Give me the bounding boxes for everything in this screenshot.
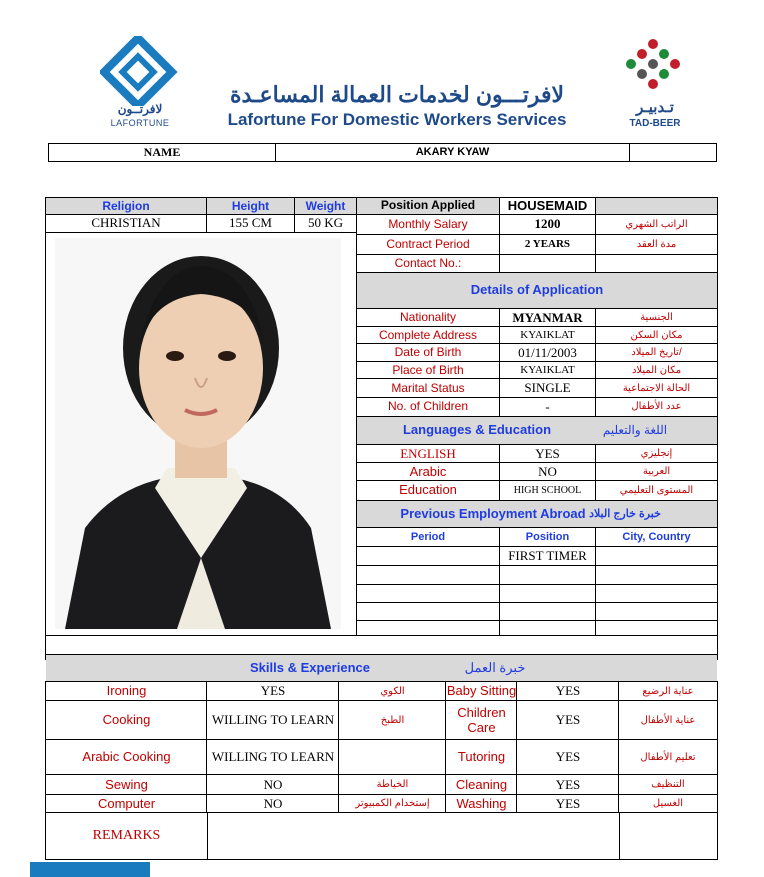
details-row-label: Place of Birth bbox=[392, 362, 464, 377]
height-label: Height bbox=[231, 198, 270, 213]
skill-label: Arabic Cooking bbox=[82, 749, 171, 765]
details-row-label: Nationality bbox=[399, 310, 457, 325]
skill-label: Children Care bbox=[457, 704, 506, 735]
contact-no-label: Contact No.: bbox=[394, 255, 462, 270]
dots-logo-icon bbox=[610, 38, 700, 98]
skill-label: Cooking bbox=[102, 712, 151, 728]
contact-no-value bbox=[500, 255, 595, 272]
details-row-value: KYAIKLAT bbox=[520, 364, 575, 377]
skill-value: WILLING TO LEARN bbox=[211, 712, 335, 728]
skill-arabic: تعليم الأطفال bbox=[640, 751, 696, 763]
previous-employment-title: Previous Employment Abroad bbox=[400, 505, 586, 521]
details-row-value: KYAIKLAT bbox=[520, 329, 575, 342]
skills-experience-arabic: خبرة العمل bbox=[464, 659, 526, 675]
weight-label: Weight bbox=[305, 198, 346, 213]
details-row-arabic: عدد الأطفال bbox=[631, 401, 682, 413]
person-portrait-icon bbox=[55, 238, 341, 629]
monthly-salary-arabic: الراتب الشهري bbox=[625, 218, 688, 230]
position-applied-label: Position Applied bbox=[380, 198, 476, 213]
skill-label: Tutoring bbox=[457, 749, 506, 765]
details-row-value: MYANMAR bbox=[512, 309, 583, 325]
remarks-field bbox=[207, 813, 208, 860]
skill-arabic: عناية الرضيع bbox=[642, 685, 694, 697]
skill-value: YES bbox=[260, 683, 286, 699]
skill-arabic: عناية الأطفال bbox=[640, 714, 696, 726]
skill-value: YES bbox=[555, 795, 581, 811]
lafortune-latin: LAFORTUNE bbox=[110, 118, 170, 128]
language-row-value: HIGH SCHOOL bbox=[513, 484, 582, 496]
period-column-header: Period bbox=[410, 530, 446, 543]
skill-value: WILLING TO LEARN bbox=[211, 749, 335, 765]
skill-arabic: الطبخ bbox=[380, 714, 405, 726]
previous-employment-arabic: خبرة خارج البلاد bbox=[589, 507, 661, 520]
skill-arabic: إستخدام الكمبيوتر bbox=[355, 798, 430, 810]
contract-period-arabic: مدة العقد bbox=[636, 238, 677, 250]
language-row-label: ENGLISH bbox=[400, 445, 456, 461]
details-row-value: - bbox=[545, 398, 550, 414]
details-row-value: SINGLE bbox=[524, 380, 571, 396]
applicant-photo bbox=[55, 238, 341, 629]
skill-label: Baby Sitting bbox=[446, 683, 517, 699]
contract-period-label: Contract Period bbox=[386, 236, 470, 251]
details-row-arabic: مكان السكن bbox=[630, 329, 683, 341]
skill-value: NO bbox=[263, 776, 283, 792]
name-row bbox=[48, 143, 717, 162]
skill-label: Computer bbox=[97, 795, 156, 811]
details-row-value: 01/11/2003 bbox=[518, 344, 577, 360]
city-country-column-header: City, Country bbox=[622, 530, 691, 543]
religion-label: Religion bbox=[102, 198, 150, 213]
weight-value: 50 KG bbox=[307, 215, 344, 231]
tadbeer-latin: TAD-BEER bbox=[629, 118, 681, 129]
details-row-label: Marital Status bbox=[391, 380, 465, 395]
skill-arabic: الغسيل bbox=[652, 798, 684, 810]
details-row-arabic: تاريخ الميلاد/ bbox=[631, 347, 682, 359]
details-row-label: Complete Address bbox=[378, 327, 478, 342]
details-row-label: Date of Birth bbox=[394, 345, 462, 360]
skill-value: YES bbox=[555, 749, 581, 765]
monthly-salary-label: Monthly Salary bbox=[388, 216, 468, 231]
skills-experience-title: Skills & Experience bbox=[250, 659, 370, 675]
skill-value: YES bbox=[555, 683, 581, 699]
monthly-salary-value: 1200 bbox=[534, 216, 561, 232]
details-row-arabic: مكان الميلاد bbox=[631, 364, 682, 376]
skill-arabic: الكوي bbox=[380, 685, 405, 697]
skill-label: Washing bbox=[456, 795, 507, 811]
skill-value: YES bbox=[555, 712, 581, 728]
footer-accent-bar bbox=[30, 862, 150, 877]
language-row-value: YES bbox=[535, 445, 560, 461]
skill-value: YES bbox=[555, 776, 581, 792]
skill-label: Cleaning bbox=[455, 776, 508, 792]
company-name-english: Lafortune For Domestic Workers Services bbox=[227, 110, 567, 129]
skill-arabic bbox=[339, 740, 446, 775]
position-column-header: Position bbox=[525, 530, 570, 543]
contract-period-value: 2 YEARS bbox=[524, 238, 571, 251]
details-of-application-title: Details of Application bbox=[470, 282, 604, 298]
lafortune-arabic: لافرتــون bbox=[117, 102, 163, 116]
company-name-arabic: لافرتـــون لخدمات العمالة المساعـدة bbox=[229, 82, 565, 107]
skill-value: NO bbox=[263, 795, 283, 811]
language-row-value: NO bbox=[538, 463, 557, 479]
details-row-arabic: الحالة الاجتماعية bbox=[622, 382, 691, 394]
skill-label: Sewing bbox=[105, 776, 148, 792]
skill-arabic: التنظيف bbox=[651, 779, 685, 791]
tadbeer-arabic: تـدبيـر bbox=[636, 99, 674, 116]
name-value: AKARY KYAW bbox=[415, 146, 490, 159]
skill-arabic: الخياطة bbox=[376, 779, 409, 791]
height-value: 155 CM bbox=[229, 215, 272, 231]
language-row-arabic: إنجليزي bbox=[640, 448, 673, 460]
language-row-label: Arabic bbox=[409, 463, 447, 479]
name-label: NAME bbox=[143, 144, 181, 159]
tadbeer-logo bbox=[610, 38, 700, 134]
religion-value: CHRISTIAN bbox=[91, 215, 161, 231]
details-row-label: No. of Children bbox=[387, 399, 469, 414]
first-employment-position: FIRST TIMER bbox=[508, 547, 587, 563]
lafortune-logo bbox=[100, 36, 180, 132]
languages-education-arabic: اللغة والتعليم bbox=[602, 422, 668, 437]
details-row-arabic: الجنسية bbox=[640, 312, 673, 324]
diamond-logo-icon bbox=[100, 36, 180, 106]
language-row-arabic: العربية bbox=[642, 466, 671, 478]
remarks-label: REMARKS bbox=[92, 828, 161, 844]
language-row-label: Education bbox=[399, 482, 457, 498]
position-applied-value: HOUSEMAID bbox=[507, 198, 588, 213]
skill-label: Ironing bbox=[106, 683, 147, 699]
language-row-arabic: المستوى التعليمي bbox=[619, 484, 694, 496]
languages-education-title: Languages & Education bbox=[402, 422, 552, 438]
